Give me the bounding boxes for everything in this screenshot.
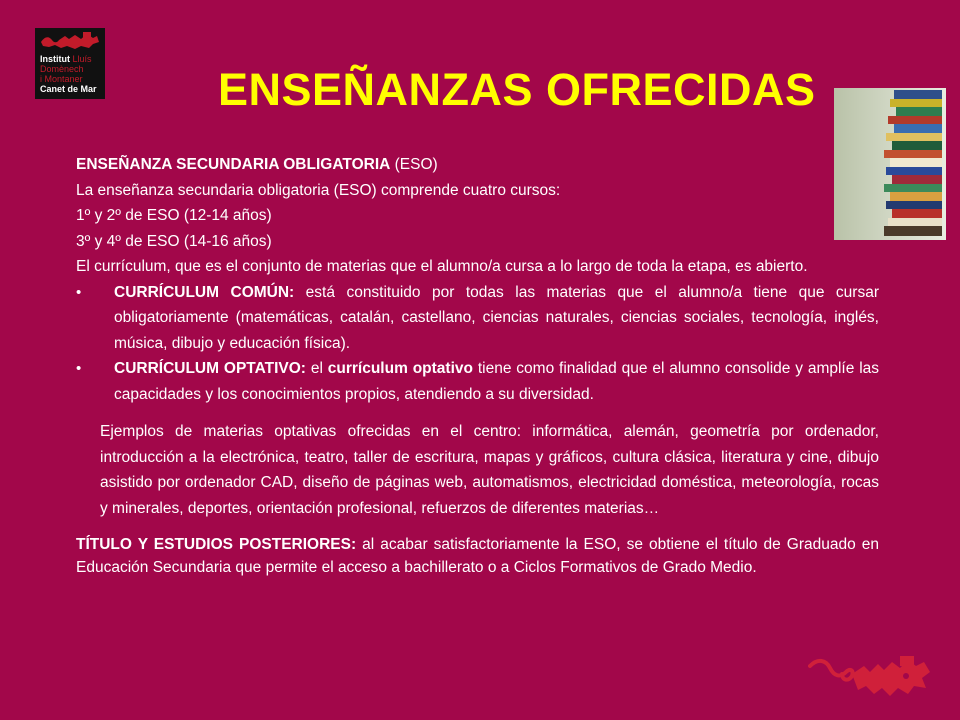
eso-heading: ENSEÑANZA SECUNDARIA OBLIGATORIA (ESO): [76, 156, 438, 173]
school-logo: [35, 28, 105, 99]
bullet-icon: •: [76, 283, 82, 301]
eso-intro: La enseñanza secundaria obligatoria (ESO) comprende cuatro cursos:: [76, 181, 561, 199]
decorative-emblem-icon: [808, 652, 934, 700]
curriculum-list: [76, 280, 879, 408]
logo-line-1: Institut Lluís: [40, 54, 92, 64]
list-item-optional: • CURRÍCULUM OPTATIVO: el currículum optativo tiene como finalidad que el alumno consolide y amplíe las capacidades y los conocimientos propios, atendiendo a su diversidad.: [76, 356, 879, 407]
logo-line-2: Domènech: [40, 64, 84, 74]
eso-course-2: 3º y 4º de ESO (14-16 años): [76, 232, 272, 250]
final-title-paragraph: TÍTULO Y ESTUDIOS POSTERIORES: al acabar satisfactoriamente la ESO, se obtiene el título de Graduado en Educación Secundaria que permite el acceso a bachillerato o a Ciclos Formativos de Grado Medio.: [76, 536, 879, 576]
logo-line-4: Canet de Mar: [40, 84, 97, 94]
optional-examples: Ejemplos de materias optativas ofrecidas en el centro: informática, alemán, geometría por ordenador, introducción a la electrónica, teatro, taller de escritura, mapas y gráficos, cultura clásica, literatura y cine, dibujo asistido por ordenador CAD, diseño de páginas web, automatismos, electricidad doméstica, meteorología, rocas y minerales, deportes, orientación profesional, refuerzos de diferentes materias…: [100, 423, 879, 517]
logo-line-3: i Montaner: [40, 74, 83, 84]
slide-title: ENSEÑANZAS OFRECIDAS: [218, 64, 816, 115]
bullet-icon: •: [76, 360, 82, 377]
list-item-common: • CURRÍCULUM COMÚN: está constituido por todas las materias que el alumno/a tiene que cursar obligatoriamente (matemáticas, catalán, castellano, ciencias naturales, ciencias sociales, tecnología, inglés, música, dibujo y educación física).: [76, 280, 879, 357]
curriculum-text: El currículum, que es el conjunto de materias que el alumno/a cursa a lo largo de toda la etapa, es abierto.: [76, 258, 808, 275]
eso-course-1: 1º y 2º de ESO (12-14 años): [76, 207, 272, 224]
main-content: [76, 152, 879, 579]
logo-emblem-icon: [39, 30, 101, 52]
